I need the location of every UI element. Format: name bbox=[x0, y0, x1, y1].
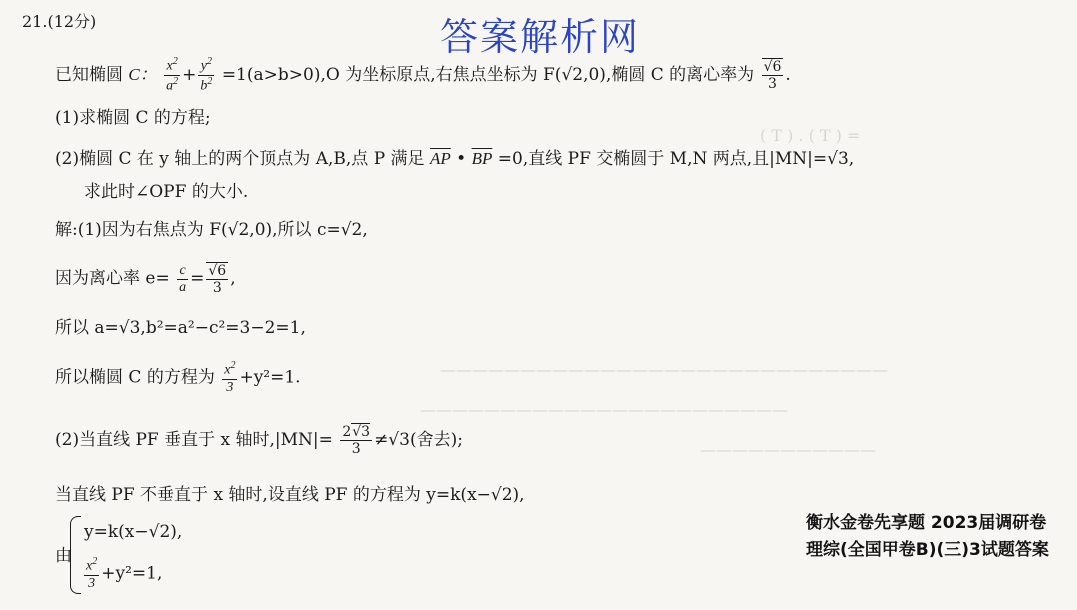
system-label: 由 bbox=[55, 546, 72, 566]
eccentricity-fraction: $\frac{√6}{3}$ bbox=[763, 59, 782, 93]
x2-over-3-system: $\frac{x^2}{3}$ bbox=[86, 556, 98, 591]
problem-header: 21.(12分) bbox=[22, 12, 97, 31]
sqrt6-over-3: $\frac{√6}{3}$ bbox=[208, 263, 227, 297]
x2-over-3: $\frac{x^2}{3}$ bbox=[224, 360, 236, 395]
watermark: 答案解析网 bbox=[440, 15, 641, 59]
solution-step-1: 解:(1)因为右焦点为 F(√2,0),所以 c=√2, bbox=[55, 220, 368, 240]
solution-step-5-tail: ≠√3(舍去); bbox=[374, 430, 463, 451]
part-2-question: 求此时∠OPF 的大小. bbox=[84, 182, 249, 202]
part-2-text-cont: =0,直线 PF 交椭圆于 M,N 两点,且|MN|=√3, bbox=[497, 149, 855, 169]
solution-step-5-text: (2)当直线 PF 垂直于 x 轴时,|MN|= bbox=[55, 430, 333, 451]
equation-tail: +y²=1. bbox=[239, 367, 301, 388]
x2-over-a2: $\frac{x^2}{a^2}$ bbox=[166, 56, 179, 94]
system-eq-1: y=k(x−√2), bbox=[84, 522, 183, 542]
solution-step-4-text: 所以椭圆 C 的方程为 bbox=[55, 367, 215, 388]
problem-stem: 已知椭圆 C： $\frac{x^2}{a^2}$ + $\frac{y^2}{b^2}$ =1(a>b>0),O 为坐标原点,右焦点坐标为 F(√2,0),椭圆 C 的离心率为 $\frac{√6}{3}$ . bbox=[55, 56, 791, 94]
system-eq-2-tail: +y²=1, bbox=[101, 563, 163, 584]
solution-step-4 bbox=[55, 360, 301, 396]
part-1: (1)求椭圆 C 的方程; bbox=[55, 108, 211, 128]
bleed-through-text: ——————————————————————— bbox=[420, 400, 788, 419]
source-caption: 衡水金卷先享题 2023届调研卷 理综(全国甲卷B)(三)3试题答案 bbox=[806, 513, 1049, 560]
bleed-through-text: ———————————————————————————— bbox=[440, 360, 888, 379]
mn-length-fraction: $\frac{2√3}{3}$ bbox=[342, 424, 371, 458]
bleed-through-text: ——————————— bbox=[700, 440, 876, 459]
solution-step-2-text: 因为离心率 e= bbox=[55, 268, 170, 289]
c-over-a: $\frac{c}{a}$ bbox=[179, 262, 187, 295]
stem-text: 已知椭圆 bbox=[55, 64, 123, 85]
system-brace bbox=[70, 516, 81, 594]
system-eq-2 bbox=[82, 556, 162, 592]
bleed-through-text: ( T ) . ( T ) = bbox=[760, 126, 861, 145]
solution-step-5 bbox=[55, 424, 463, 457]
stem-text-cont: =1(a>b>0),O 为坐标原点,右焦点坐标为 F(√2,0),椭圆 C 的离心率为 bbox=[221, 64, 755, 85]
part-2-text: (2)椭圆 C 在 y 轴上的两个顶点为 A,B,点 P 满足 bbox=[55, 149, 425, 169]
solution-step-6: 当直线 PF 不垂直于 x 轴时,设直线 PF 的方程为 y=k(x−√2), bbox=[55, 485, 525, 505]
solution-step-3: 所以 a=√3,b²=a²−c²=3−2=1, bbox=[55, 318, 306, 338]
y2-over-b2: $\frac{y^2}{b^2}$ bbox=[200, 56, 213, 94]
stem-ellipse-symbol: C： bbox=[128, 64, 157, 84]
solution-step-2: 因为离心率 e= $\frac{c}{a}$ = $\frac{√6}{3}$ , bbox=[55, 262, 236, 297]
vector-ap-bp: $\overline{AP}$ bbox=[429, 149, 451, 168]
vector-bp: $\overline{BP}$ bbox=[471, 149, 493, 168]
part-2: (2)椭圆 C 在 y 轴上的两个顶点为 A,B,点 P 满足 $\overline{AP}$ • $\overline{BP} =0$,直线 PF 交椭圆于 M,N 两点,且|MN|=√3, bbox=[55, 149, 855, 169]
